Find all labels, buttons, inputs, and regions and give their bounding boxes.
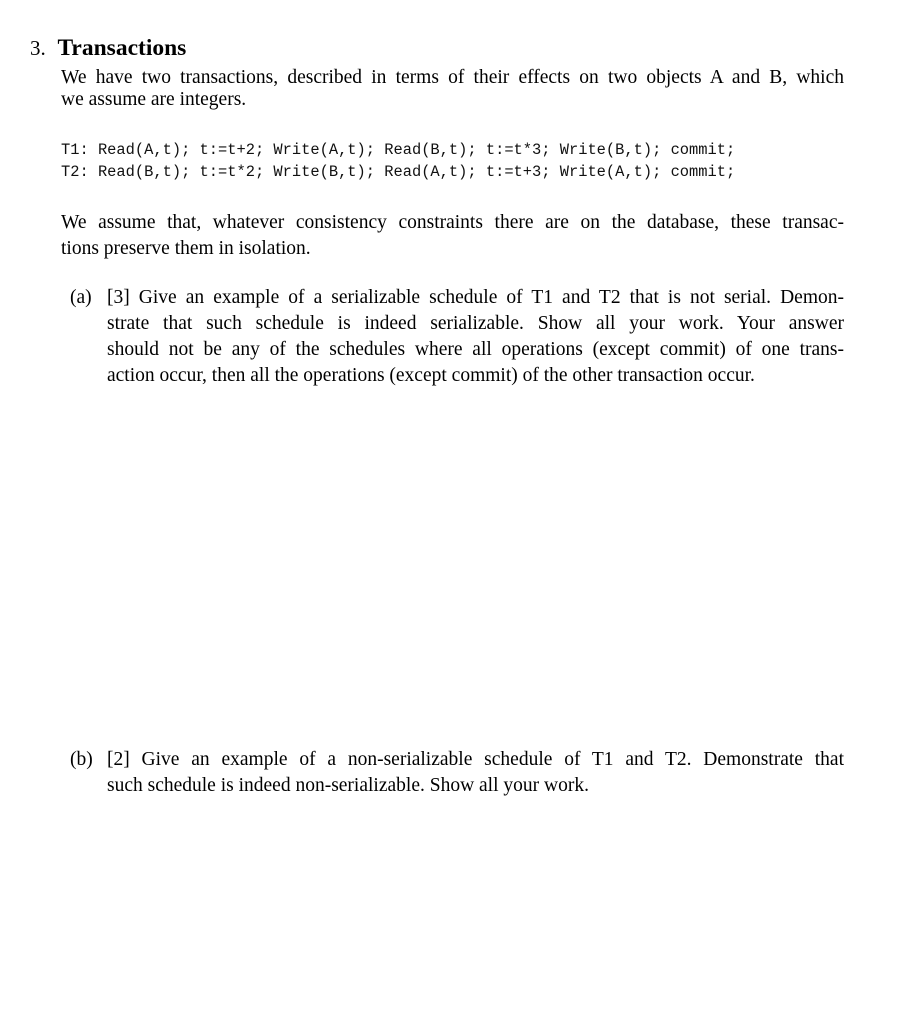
answer-space-a[interactable] bbox=[61, 400, 844, 730]
part-b-line: [2] Give an example of a non-serializable schedule of T1 and T2. Demonstrate that bbox=[107, 749, 844, 770]
question-heading bbox=[30, 34, 186, 62]
part-a-label: (a) bbox=[70, 287, 92, 308]
intro-paragraph bbox=[61, 67, 844, 111]
part-a-line: [3] Give an example of a serializable schedule of T1 and T2 that is not serial. Demon- bbox=[107, 287, 844, 308]
intro-line: We have two transactions, described in terms of their effects on two objects A and B, which bbox=[61, 67, 844, 88]
assumption-line: We assume that, whatever consistency constraints there are on the database, these transac- bbox=[61, 212, 844, 233]
question-number: 3. bbox=[30, 36, 46, 60]
answer-space-b[interactable] bbox=[61, 810, 844, 1000]
part-a-line: strate that such schedule is indeed serializable. Show all your work. Your answer bbox=[107, 313, 844, 334]
part-b-label: (b) bbox=[70, 749, 93, 770]
assumption-paragraph bbox=[61, 210, 844, 262]
part-a-text bbox=[107, 285, 844, 389]
assumption-line: tions preserve them in isolation. bbox=[61, 238, 311, 259]
question-title: Transactions bbox=[57, 35, 187, 61]
part-a-line: should not be any of the schedules where all operations (except commit) of one trans- bbox=[107, 339, 844, 360]
part-b-line: such schedule is indeed non-serializable. Show all your work. bbox=[107, 775, 589, 796]
part-a-line: action occur, then all the operations (except commit) of the other transaction occur. bbox=[107, 365, 755, 386]
transaction-t2: T2: Read(B,t); t:=t*2; Write(B,t); Read(A,t); t:=t+3; Write(A,t); commit; bbox=[61, 163, 736, 181]
transaction-t1: T1: Read(A,t); t:=t+2; Write(A,t); Read(B,t); t:=t*3; Write(B,t); commit; bbox=[61, 141, 736, 159]
intro-line: we assume are integers. bbox=[61, 89, 247, 110]
part-b-text bbox=[107, 747, 844, 799]
